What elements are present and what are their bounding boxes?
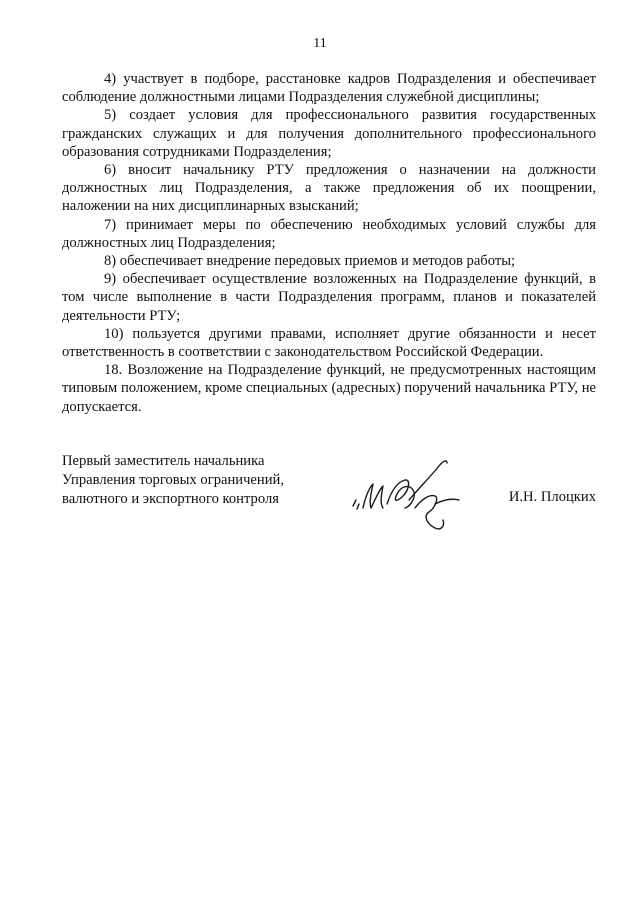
paragraph-clause-18: 18. Возложение на Подразделение функций, не предусмотренных настоящим типовым положением, кроме специальных (адресных) поручений начальника РТУ, не допускается. <box>62 362 596 415</box>
page-number: 11 <box>313 36 327 51</box>
paragraph-item-9: 9) обеспечивает осуществление возложенных на Подразделение функций, в том числе выполнение в части Подразделения программ, планов и показателей деятельности РТУ; <box>62 271 596 324</box>
paragraph-item-4: 4) участвует в подборе, расстановке кадров Подразделения и обеспечивает соблюдение должностными лицами Подразделения служебной дисциплины; <box>62 71 596 106</box>
signer-name: И.Н. Плоцких <box>508 489 596 505</box>
signer-title-line: валютного и экспортного контроля <box>62 491 279 507</box>
signature-block <box>62 452 596 542</box>
paragraph-item-10: 10) пользуется другими правами, исполняет другие обязанности и несет ответственность в соответствии с законодательством Российской Федерации. <box>62 325 596 361</box>
signer-title-line: Первый заместитель начальника <box>62 453 265 469</box>
paragraph-item-5: 5) создает условия для профессионального развития государственных гражданских служащих и для получения дополнительного профессионального образования сотрудниками Подразделения; <box>62 107 596 160</box>
paragraph-item-6: 6) вносит начальнику РТУ предложения о назначении на должности должностных лиц Подразделения, а также предложения об их поощрении, наложении на них дисциплинарных взысканий; <box>62 162 596 215</box>
document-body <box>62 70 596 416</box>
paragraph-item-8: 8) обеспечивает внедрение передовых приемов и методов работы; <box>104 253 516 270</box>
signer-title-line: Управления торговых ограничений, <box>62 472 284 488</box>
handwritten-signature <box>347 454 477 534</box>
paragraph-item-7: 7) принимает меры по обеспечению необходимых условий службы для должностных лиц Подразделения; <box>62 216 596 251</box>
signer-title <box>62 452 322 509</box>
